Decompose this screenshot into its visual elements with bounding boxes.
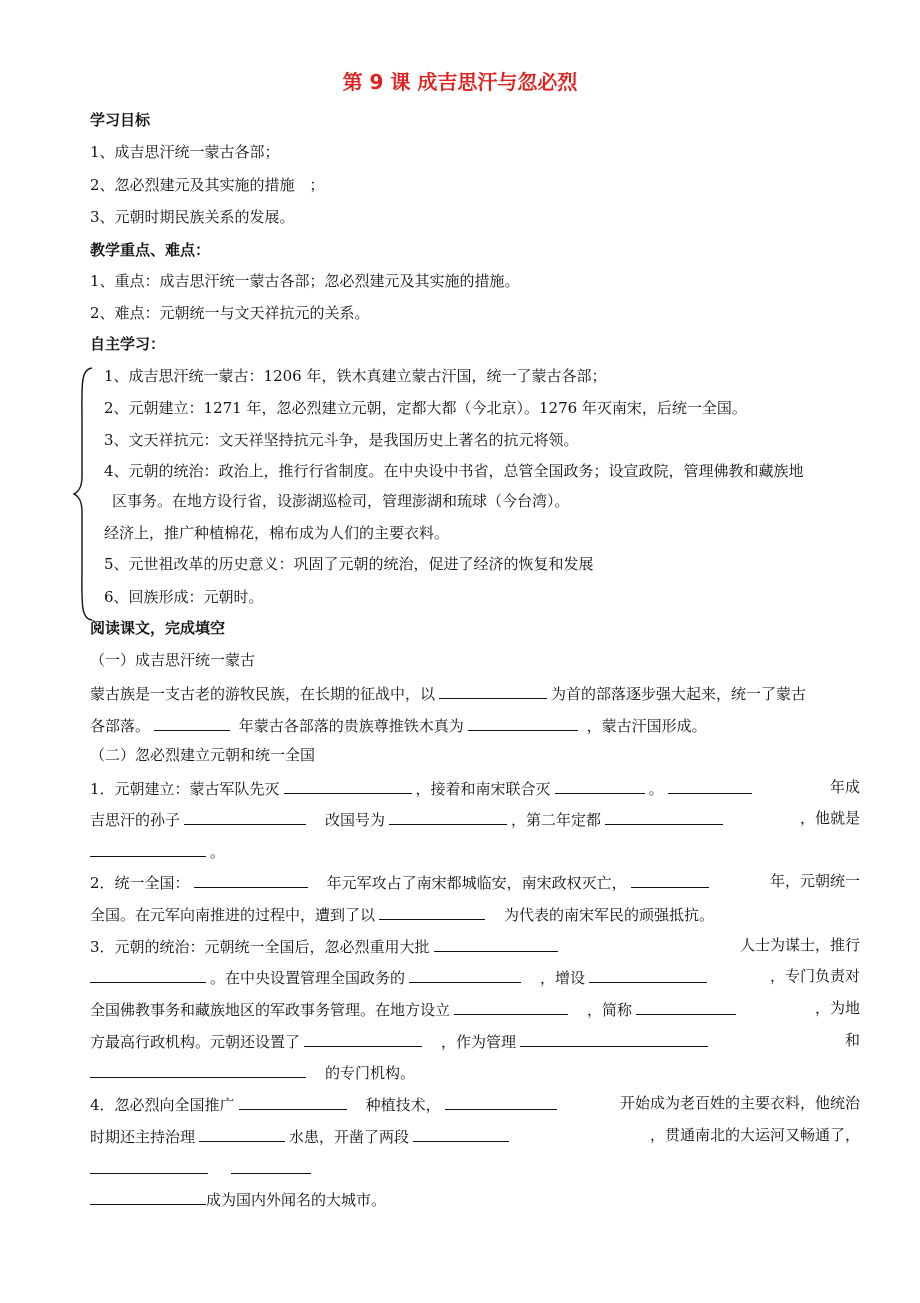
fill-text: 各部落。 [90, 717, 151, 735]
fill-text: 成为国内外闻名的大城市。 [206, 1191, 387, 1209]
fill-text: 为代表的南宋军民的顽强抵抗。 [504, 906, 715, 924]
fill-text: ，贯通南北的大运河又畅通了， [649, 1126, 860, 1144]
blank-field[interactable] [631, 871, 709, 888]
blank-field[interactable] [194, 871, 308, 888]
fill-text: 为首的部落逐步强大起来，统一了蒙古 [551, 685, 807, 703]
self-study-heading: 自主学习： [90, 335, 166, 353]
fill-text: ，专门负责对 [769, 967, 860, 985]
fill-line [90, 998, 860, 1020]
fill-text: 全国佛教事务和藏族地区的军政事务管理。在地方设立 [90, 1001, 451, 1019]
self-study-item: 区事务。在地方设行省，设澎湖巡检司，管理澎湖和琉球（今台湾）。 [112, 492, 570, 510]
fill-text: 吉思汗的孙子 [90, 811, 181, 829]
blank-field[interactable] [90, 966, 206, 983]
blank-field[interactable] [589, 966, 707, 983]
blank-field[interactable] [468, 714, 578, 731]
fill-text: 开始成为老百姓的主要衣料，他统治 [619, 1094, 860, 1112]
fill-text: 年元军攻占了南宋都城临安，南宋政权灭亡， [326, 874, 627, 892]
objective-item: 1、成吉思汗统一蒙古各部； [90, 143, 280, 161]
blank-field[interactable] [184, 808, 306, 825]
fill-text: 1．元朝建立：蒙古军队先灭 [90, 780, 280, 798]
fill-text: 和 [844, 1031, 860, 1049]
blank-field[interactable] [454, 998, 568, 1015]
fill-text: ，作为管理 [441, 1033, 517, 1051]
fill-text: 3．元朝的统治：元朝统一全国后，忽必烈重用大批 [90, 938, 430, 956]
fill-text: 4．忽必烈向全国推广 [90, 1096, 235, 1114]
blank-field[interactable] [379, 903, 485, 920]
fill-text: 年蒙古各部落的贵族尊推铁木真为 [238, 717, 464, 735]
blank-field[interactable] [605, 808, 723, 825]
blank-field[interactable] [409, 966, 521, 983]
fill-text: ，简称 [587, 1001, 633, 1019]
blank-field[interactable] [199, 1125, 285, 1142]
blank-field[interactable] [90, 840, 206, 857]
fill-text: 。 [648, 780, 664, 798]
blank-field[interactable] [413, 1125, 509, 1142]
self-study-item: 3、文天祥抗元：文天祥坚持抗元斗争，是我国历史上著名的抗元将领。 [104, 431, 579, 449]
fill-text: 方最高行政机构。元朝还设置了 [90, 1033, 301, 1051]
fill-text: ，蒙古汗国形成。 [586, 717, 707, 735]
blank-field[interactable] [304, 1030, 422, 1047]
blank-field[interactable] [154, 714, 230, 731]
fill-line [90, 1188, 386, 1210]
section-title: （二）忽必烈建立元朝和统一全国 [90, 746, 316, 764]
fill-line [90, 777, 860, 799]
fill-text: ，为地 [814, 999, 860, 1017]
left-brace-icon [72, 366, 94, 622]
fill-text: 年成 [829, 778, 860, 796]
self-study-item: 2、元朝建立：1271 年，忽必烈建立元朝，定都大都（今北京）。1276 年灭南宋，后统一全国。 [104, 399, 747, 417]
blank-field[interactable] [636, 998, 736, 1015]
fill-line [90, 682, 860, 704]
fill-line [90, 871, 860, 893]
blank-field[interactable] [439, 682, 547, 699]
blank-field[interactable] [668, 777, 752, 794]
blank-field[interactable] [520, 1030, 708, 1047]
fill-text: 年，元朝统一 [769, 872, 860, 890]
blank-field[interactable] [231, 1157, 311, 1174]
key-point-item: 1、重点：成吉思汗统一蒙古各部；忽必烈建元及其实施的措施。 [90, 272, 520, 290]
page-title: 第 9 课 成吉思汗与忽必烈 [342, 70, 578, 94]
blank-field[interactable] [90, 1157, 208, 1174]
fill-line [90, 808, 860, 830]
blank-field[interactable] [389, 808, 507, 825]
blank-field[interactable] [239, 1093, 347, 1110]
blank-field[interactable] [555, 777, 645, 794]
fill-text: 。在中央设置管理全国政务的 [210, 969, 406, 987]
fill-line [90, 714, 707, 736]
reading-heading: 阅读课文，完成填空 [90, 619, 226, 637]
self-study-item: 6、回族形成：元朝时。 [104, 588, 264, 606]
self-study-item: 经济上，推广种植棉花，棉布成为人们的主要衣料。 [104, 524, 450, 542]
objectives-heading: 学习目标 [90, 111, 151, 129]
blank-field[interactable] [90, 1061, 306, 1078]
fill-line [90, 1125, 860, 1147]
fill-line [90, 966, 860, 988]
key-point-item: 2、难点：元朝统一与文天祥抗元的关系。 [90, 304, 370, 322]
fill-text: 改国号为 [325, 811, 386, 829]
fill-text: ，增设 [540, 969, 586, 987]
section-title: （一）成吉思汗统一蒙古 [90, 651, 256, 669]
fill-text: 2．统一全国： [90, 874, 190, 892]
key-points-heading: 教学重点、难点： [90, 241, 211, 259]
fill-text: 全国。在元军向南推进的过程中，遭到了以 [90, 906, 376, 924]
fill-line [90, 1030, 860, 1052]
blank-field[interactable] [434, 935, 558, 952]
objective-item: 2、忽必烈建元及其实施的措施 ； [90, 176, 325, 194]
fill-line [90, 1093, 860, 1115]
blank-field[interactable] [445, 1093, 557, 1110]
self-study-item: 5、元世祖改革的历史意义：巩固了元朝的统治，促进了经济的恢复和发展 [104, 555, 594, 573]
blank-field[interactable] [284, 777, 412, 794]
fill-text: 水患，开凿了两段 [289, 1128, 410, 1146]
blank-field[interactable] [90, 1188, 206, 1205]
fill-text: ，他就是 [799, 809, 860, 827]
fill-text: 人士为谋士，推行 [739, 936, 860, 954]
self-study-item: 1、成吉思汗统一蒙古：1206 年，铁木真建立蒙古汗国，统一了蒙古各部； [104, 367, 607, 385]
fill-line [90, 935, 860, 957]
fill-text: 。 [210, 843, 226, 861]
fill-text: ，接着和南宋联合灭 [415, 780, 551, 798]
fill-text: ，第二年定都 [511, 811, 602, 829]
fill-text: 蒙古族是一支古老的游牧民族，在长期的征战中，以 [90, 685, 436, 703]
fill-text: 种植技术， [365, 1096, 441, 1114]
fill-line [90, 903, 714, 925]
fill-text: 的专门机构。 [325, 1064, 416, 1082]
fill-line [90, 1061, 415, 1083]
objective-item: 3、元朝时期民族关系的发展。 [90, 208, 295, 226]
fill-line [90, 1157, 315, 1179]
self-study-item: 4、元朝的统治：政治上，推行行省制度。在中央设中书省，总管全国政务；设宣政院，管理佛教和藏族地 [104, 462, 804, 480]
fill-line [90, 840, 225, 862]
fill-text: 时期还主持治理 [90, 1128, 196, 1146]
